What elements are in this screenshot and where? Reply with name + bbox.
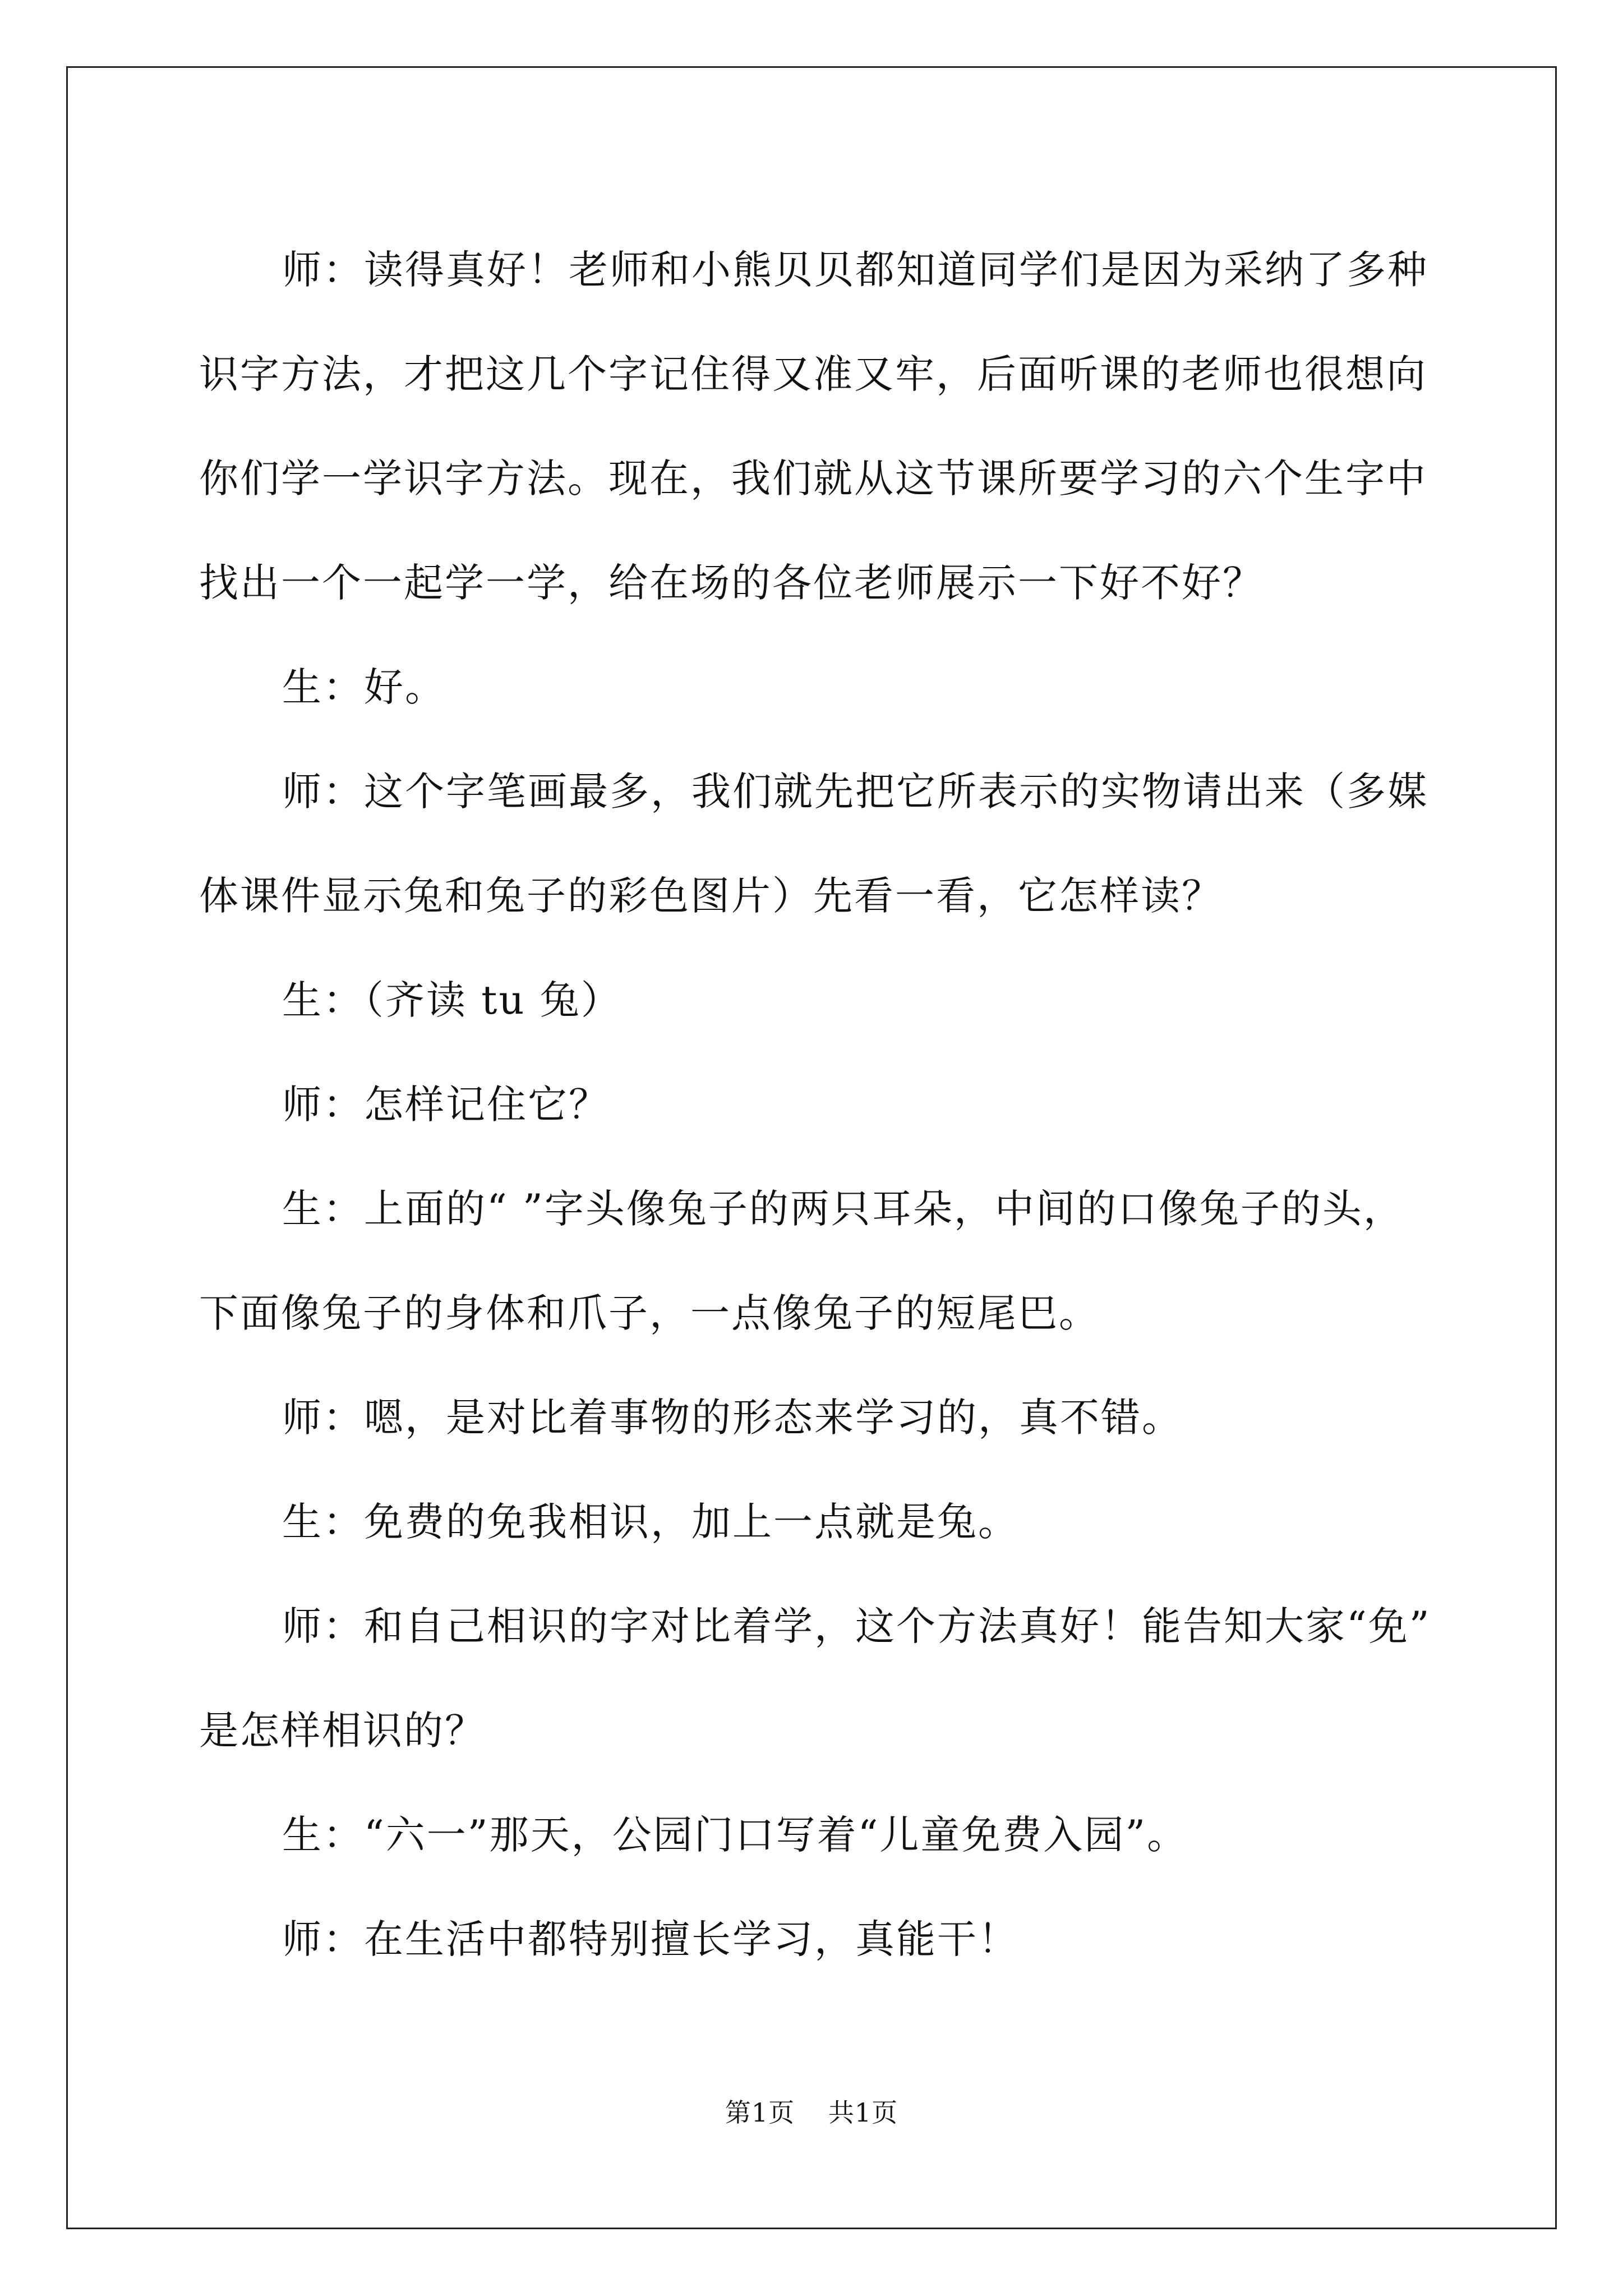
text-line: 生：免费的免我相识，加上一点就是兔。 xyxy=(282,1499,1019,1545)
page-total: 共1页 xyxy=(828,2097,898,2128)
text-line: 师：嗯，是对比着事物的形态来学习的，真不错。 xyxy=(282,1395,1183,1441)
text-line: 体课件显示兔和兔子的彩色图片）先看一看，它怎样读？ xyxy=(199,873,1223,919)
text-line: 是怎样相识的？ xyxy=(199,1708,486,1754)
paragraph xyxy=(199,1887,1455,1991)
paragraph xyxy=(199,948,1455,1052)
text-line: 生：“六一”那天，公园门口写着“儿童免费入园”。 xyxy=(282,1812,1188,1858)
document-body xyxy=(199,218,1455,1991)
paragraph xyxy=(199,218,1455,635)
text-line: 你们学一学识字方法。现在，我们就从这节课所要学习的六个生字中 xyxy=(199,455,1427,501)
text-line: 生：上面的“ ”字头像兔子的两只耳朵，中间的口像兔子的头， xyxy=(282,1186,1404,1232)
text-line: 师：怎样记住它？ xyxy=(282,1082,610,1128)
paragraph xyxy=(199,1365,1455,1470)
paragraph xyxy=(199,1470,1455,1574)
paragraph xyxy=(199,1052,1455,1157)
text-line: 师：这个字笔画最多，我们就先把它所表示的实物请出来（多媒 xyxy=(282,769,1428,815)
paragraph xyxy=(199,1783,1455,1887)
text-line: 识字方法，才把这几个字记住得又准又牢，后面听课的老师也很想向 xyxy=(199,351,1427,397)
page-number: 第1页 xyxy=(725,2097,795,2128)
paragraph xyxy=(199,635,1455,739)
text-line: 生：（齐读 tu 兔） xyxy=(282,977,622,1023)
page-footer xyxy=(0,2092,1623,2129)
paragraph xyxy=(199,739,1455,948)
paragraph xyxy=(199,1157,1455,1365)
text-line: 师：在生活中都特别擅长学习，真能干！ xyxy=(282,1916,1019,1962)
text-line: 师：读得真好！老师和小熊贝贝都知道同学们是因为采纳了多种 xyxy=(282,247,1428,293)
paragraph xyxy=(199,1574,1455,1783)
text-line: 下面像兔子的身体和爪子，一点像兔子的短尾巴。 xyxy=(199,1290,1100,1336)
text-line: 找出一个一起学一学，给在场的各位老师展示一下好不好？ xyxy=(199,560,1264,606)
text-line: 生：好。 xyxy=(282,664,446,710)
text-line: 师：和自己相识的字对比着学，这个方法真好！能告知大家“免” xyxy=(282,1603,1431,1649)
